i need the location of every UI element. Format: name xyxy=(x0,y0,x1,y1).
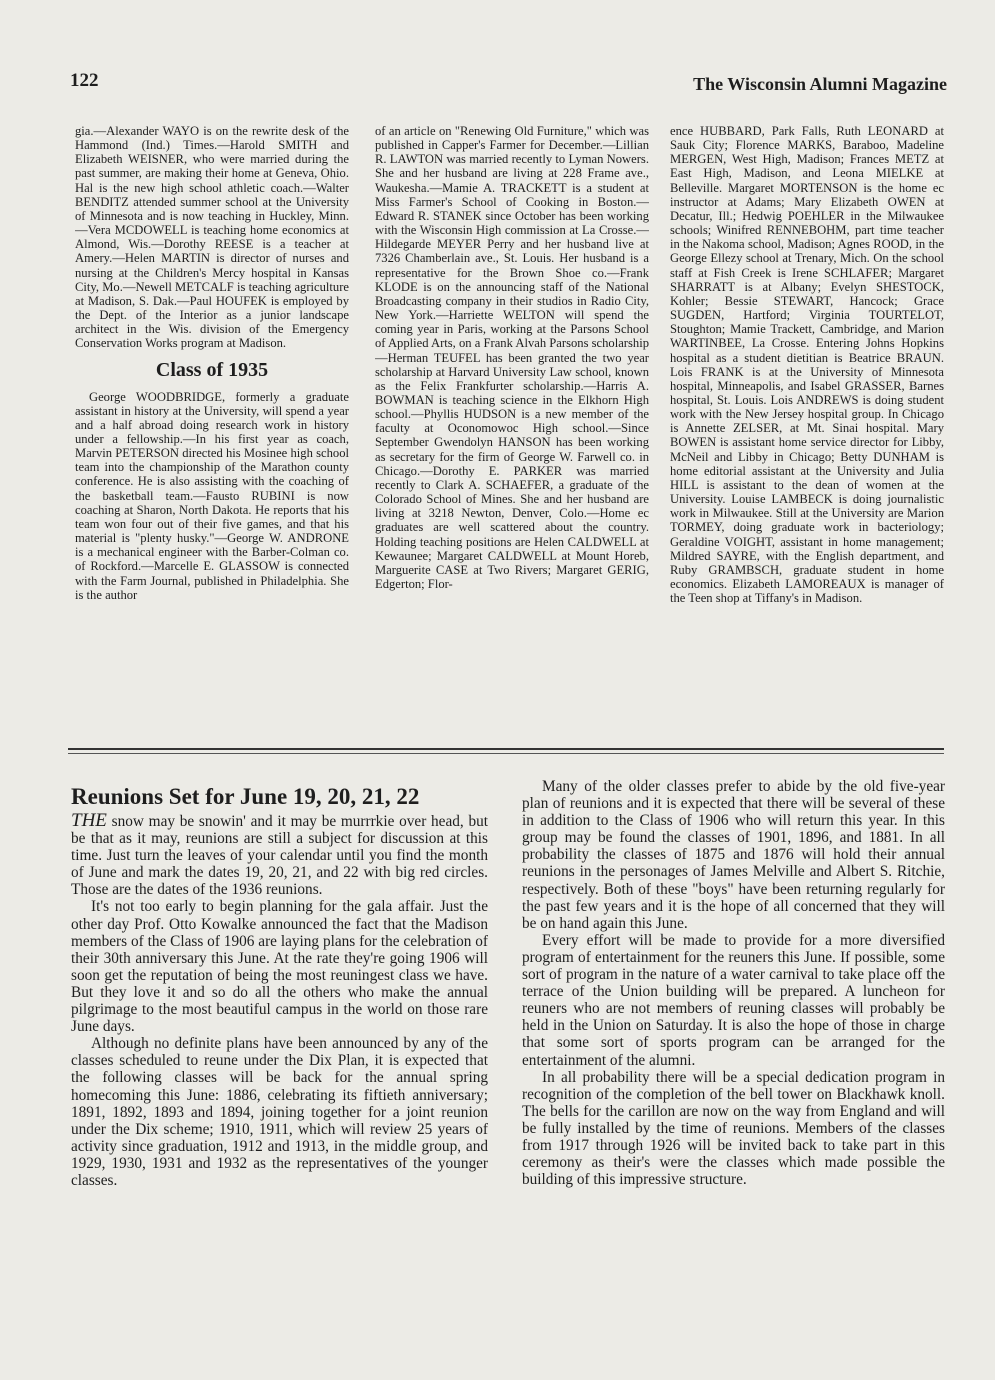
drop-cap: THE xyxy=(71,810,107,831)
article-paragraph: In all probability there will be a special dedication program in recognition of the completion of the bell tower on Blackhawk knoll. The bells for the carillon are now on the way from England and will be fully installed by the time of reunions. Members of the classes from 1917 through 1926 will be invited back to take part in this ceremony as their's were the classes which made possible the building of this impressive structure. xyxy=(522,1068,945,1189)
article-paragraph: Every effort will be made to provide for a more diversified program of entertainment for the reuners this June. If possible, some sort of program in the nature of a water carnival to take place off the terrace of the Union building will be prepared. A luncheon for reuners who are not members of reuning classes will probably be held in the Union on Saturday. It is also the hope of those in charge that some sort of sports program can be arranged for the entertainment of the alumni. xyxy=(522,931,945,1069)
class-of-1935-heading: Class of 1935 xyxy=(155,358,269,381)
alumni-notes-column-1 xyxy=(75,124,349,736)
alumni-notes-text: of an article on "Renewing Old Furniture," which was published in Capper's Farmer for December.—Lillian R. LAWTON was married recently to Lyman Nowers. She and her husband are living at 228 Frame ave., Waukesha.—Mamie A. TRACKETT is a student at Miss Farmer's School of Cooking in Boston.—Edward R. STANEK since October has been working with the Wisconsin High commission at La Crosse.—Hildegarde MEYER Perry and her husband live at 7326 Chamberlain ave., St. Louis. Her husband is a representative for the Brown Shoe co.—Frank KLODE is on the announcing staff of the National Broadcasting company in their studios in Radio City, New York.—Harriette WELTON will spend the coming year in Paris, working at the Parsons School of Applied Arts, on a Frank Alvah Parsons scholarship—Herman TEUFEL has been granted the two year scholarship at Harvard University Law school, known as the Felix Frankfurter scholarship.—Harris A. BOWMAN is teaching science in the Elkhorn High school.—Phyllis HUDSON is a new member of the faculty at Oconomowoc High school.—Since September Gwendolyn HANSON has been working as secretary for the firm of George W. Farwell co. in Chicago.—Dorothy E. PARKER was married recently to Clark A. SCHAEFER, a graduate of the Colorado School of Mines. She and her husband are living at 3218 Newton, Denver, Colo.—Home ec graduates are well scattered about the country. Holding teaching positions are Helen CALDWELL at Kewaunee; Margaret CALDWELL at Mount Horeb, Marguerite CASE at Two Rivers; Margaret GERIG, Edgerton; Flor- xyxy=(375,124,649,591)
article-paragraph: Many of the older classes prefer to abide by the old five-year plan of reunions and it is expected that there will be several of these in addition to the Class of 1906 who will return this year. In this group may be found the classes of 1901, 1896, and 1881. In all probability the classes of 1875 and 1876 will hold their annual reunions in the personages of James Melville and Albert S. Ritchie, respectively. Both of these "boys" have been returning regularly for the past few years and it is the hope of all concerned that they will be on hand again this June. xyxy=(522,778,945,932)
page-number: 122 xyxy=(70,70,99,91)
magazine-title: The Wisconsin Alumni Magazine xyxy=(693,74,947,94)
section-divider-thin xyxy=(68,753,944,754)
article-column-left xyxy=(71,812,488,1189)
article-paragraph: Although no definite plans have been announced by any of the classes scheduled to reune under the Dix Plan, it is expected that the following classes will be back for the annual spring homecoming this June: 1886, celebrating its fiftieth anniversary; 1891, 1892, 1893 and 1894, joining together for a joint reunion under the Dix scheme; 1910, 1911, which will review 25 years of activity since graduation, 1912 and 1913, in the middle group, and 1929, 1930, 1931 and 1932 as the representatives of the younger classes. xyxy=(71,1035,488,1189)
article-headline: Reunions Set for June 19, 20, 21, 22 xyxy=(71,784,420,809)
alumni-notes-column-3 xyxy=(670,124,944,736)
article-paragraph: It's not too early to begin planning for the gala affair. Just the other day Prof. Otto Kowalke announced the fact that the Madison members of the Class of 1906 are laying plans for the celebration of their 30th anniversary this June. At the rate they're going 1906 will soon get the reputation of being the most reuningest class we have. But they love it and so do all the others who make the annual pilgrimage to the most beautiful campus in the world on those rare June days. xyxy=(71,898,488,1036)
article-lead-text: snow may be snowin' and it may be murrrkie over head, but be that as it may, reunions are still a subject for discussion at this time. Just turn the leaves of your calendar until you find the month of June and mark the dates 19, 20, 21, and 22 with big red circles. Those are the dates of the 1936 reunions. xyxy=(71,813,488,899)
section-divider xyxy=(68,748,944,750)
alumni-notes-column-2 xyxy=(375,124,649,736)
article-column-right xyxy=(522,778,945,1188)
alumni-notes-text: George WOODBRIDGE, formerly a graduate assistant in history at the University, will spend a year and a half abroad doing research work in history under a fellowship.—In his first year as coach, Marvin PETERSON directed his Mosinee high school team into the championship of the Marathon county conference. He is also assisting with the coaching of the basketball team.—Fausto RUBINI is now coaching at Sharon, North Dakota. He reports that his team won four out of their five games, and that his material is "plenty husky."—George W. ANDRONE is a mechanical engineer with the Barber-Colman co. of Rockford.—Marcelle E. GLASSOW is connected with the Farm Journal, published in Philadelphia. She is the author xyxy=(75,389,349,602)
alumni-notes-text: ence HUBBARD, Park Falls, Ruth LEONARD at Sauk City; Florence MARKS, Baraboo, Madeline MERGEN, West High, Madison; Frances METZ at East High, Madison, and Leona MIELKE at Belleville. Margaret MORTENSON is the home ec instructor at Adams; Mary Elizabeth OWEN at Decatur, Ill.; Hedwig POEHLER in the Milwaukee schools; Winifred RENNEBOHM, part time teacher in the Nakoma school, Madison; Agnes ROOD, in the George Ellezy school at Trenary, Mich. On the school staff at Fish Creek is Irene SCHLAFER; Margaret SHARRATT is at Albany; Evelyn SHESTOCK, Kohler; Bessie STEWART, Hancock; Grace SUGDEN, Hartford; Virginia TOURTELOT, Stoughton; Mamie Trackett, Cambridge, and Marion WARTINBEE, La Crosse. Entering Johns Hopkins hospital as a student dietitian is Beatrice BRAUN. Lois FRANK is at the University of Minnesota hospital, Minneapolis, and Isabel GRASSER, Barnes hospital, St. Louis. Lois ANDREWS is doing student work with the New Jersey hospital group. In Chicago is Annette ZELSER, at Mt. Sinai hospital. Mary BOWEN is assistant home service director for Libby, McNeil and Libby in Chicago; Betty DUNHAM is home editorial assistant at the University and Julia HILL is assistant to the dean of women at the University. Louise LAMBECK is doing journalistic work in Milwaukee. Still at the University are Marion TORMEY, doing graduate work in bacteriology; Geraldine VOIGHT, assistant in home management; Mildred SAYRE, with the English department, and Ruby GRAMBSCH, graduate student in home economics. Elizabeth LAMOREAUX is manager of the Teen shop at Tiffany's in Madison. xyxy=(670,124,944,606)
article-paragraph xyxy=(71,812,488,898)
alumni-notes-text: gia.—Alexander WAYO is on the rewrite desk of the Hammond (Ind.) Times.—Harold SMITH and Elizabeth WEISNER, who were married during the past summer, are making their home at Geneva, Ohio. Hal is the new high school athletic coach.—Walter BENDITZ attended summer school at the University of Minnesota and is now teaching in Huckley, Minn.—Vera MCDOWELL is teaching home economics at Almond, Wis.—Dorothy REESE is a teacher at Amery.—Helen MARTIN is director of nurses and nursing at the Children's Mercy hospital in Kansas City, Mo.—Newell METCALF is teaching agriculture at Madison, S. Dak.—Paul HOUFEK is employed by the Dept. of the Interior as a junior landscape architect in the Wis. division of the Emergency Conservation Works program at Madison. xyxy=(75,124,349,351)
